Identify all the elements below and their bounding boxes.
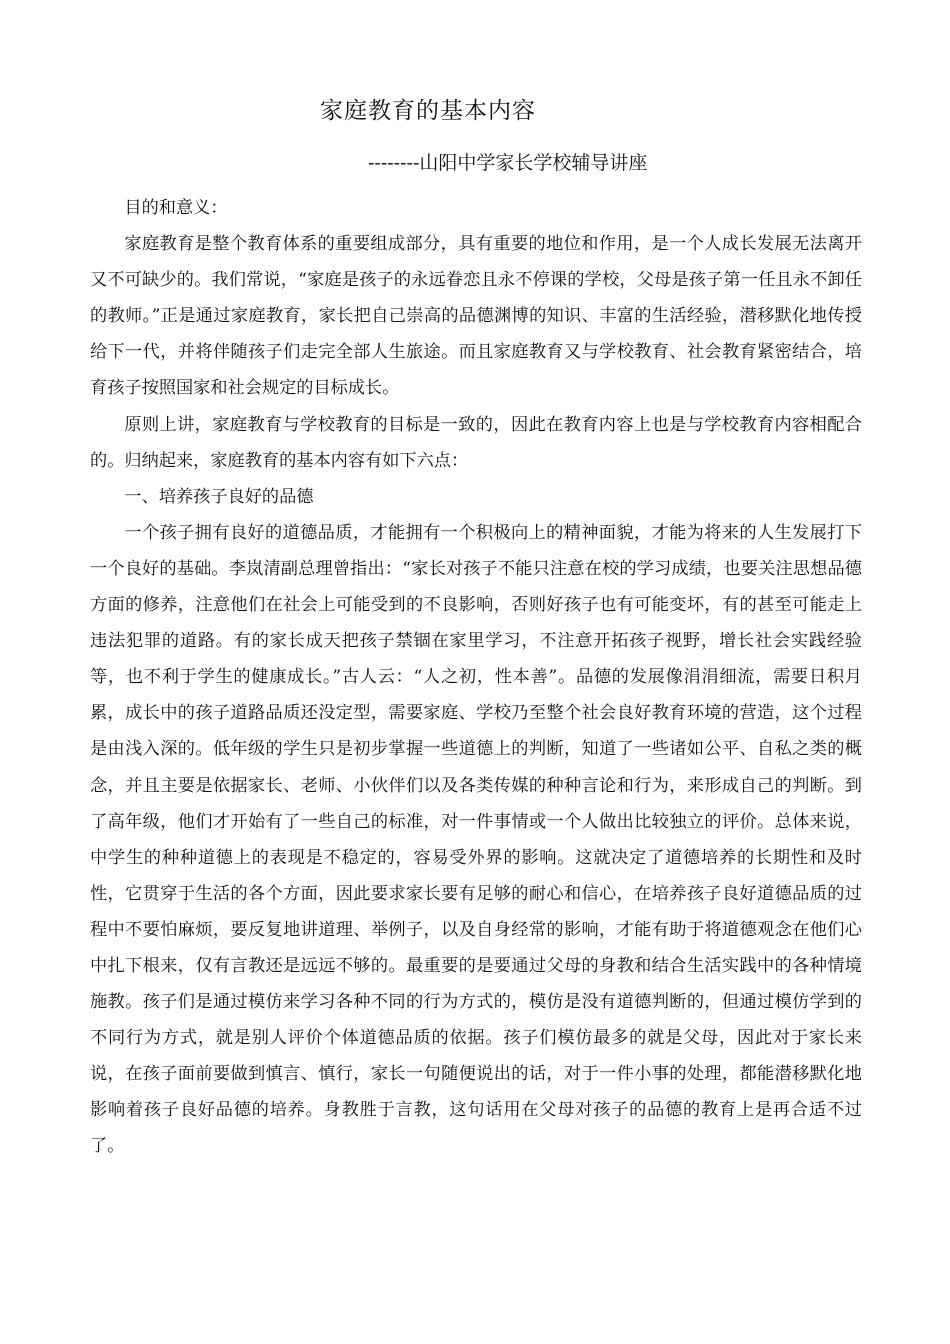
- document-subtitle: --------山阳中学家长学校辅导讲座: [368, 152, 648, 174]
- section-heading-moral-character: 一、培养孩子良好的品德: [124, 486, 314, 507]
- section-heading-purpose: 目的和意义：: [124, 198, 228, 218]
- paragraph-family-education-importance: 家庭教育是整个教育体系的重要组成部分，具有重要的地位和作用，是一个人成长发展无法离开又不可缺少的。我们常说，“家庭是孩子的永远眷恋且永不停课的学校，父母是孩子第一任且永不卸任的教师。”正是通过家庭教育，家长把自己崇高的品德渊博的知识、丰富的生活经验，潜移默化地传授给下一代，并将伴随孩子们走完全部人生旅途。而且家庭教育又与学校教育、社会教育紧密结合，培育孩子按照国家和社会规定的目标成长。: [90, 234, 862, 399]
- document-title: 家庭教育的基本内容: [320, 98, 536, 124]
- paragraph-principles: 原则上讲，家庭教育与学校教育的目标是一致的，因此在教育内容上也是与学校教育内容相配合的。归纳起来，家庭教育的基本内容有如下六点：: [90, 414, 862, 471]
- document-body: [90, 190, 862, 1165]
- paragraph-moral-character: 一个孩子拥有良好的道德品质，才能拥有一个积极向上的精神面貌，才能为将来的人生发展打下一个良好的基础。李岚清副总理曾指出：“家长对孩子不能只注意在校的学习成绩，也要关注思想品德方面的修养，注意他们在社会上可能受到的不良影响，否则好孩子也有可能变坏，有的甚至可能走上违法犯罪的道路。有的家长成天把孩子禁锢在家里学习，不注意开拓孩子视野，增长社会实践经验等，也不利于学生的健康成长。”古人云：“人之初，性本善”。品德的发展像涓涓细流，需要日积月累，成长中的孩子道路品质还没定型，需要家庭、学校乃至整个社会良好教育环境的营造，这个过程是由浅入深的。低年级的学生只是初步掌握一些道德上的判断，知道了一些诸如公平、自私之类的概念，并且主要是依据家长、老师、小伙伴们以及各类传媒的种种言论和行为，来形成自己的判断。到了高年级，他们才开始有了一些自己的标准，对一件事情或一个人做出比较独立的评价。总体来说，中学生的种种道德上的表现是不稳定的，容易受外界的影响。这就决定了道德培养的长期性和及时性，它贯穿于生活的各个方面，因此要求家长要有足够的耐心和信心，在培养孩子良好道德品质的过程中不要怕麻烦，要反复地讲道理、举例子，以及自身经常的影响，才能有助于将道德观念在他们心中扎下根来，仅有言教还是远远不够的。最重要的是要通过父母的身教和结合生活实践中的各种情境施教。孩子们是通过模仿来学习各种不同的行为方式的，模仿是没有道德判断的，但通过模仿学到的不同行为方式，就是别人评价个体道德品质的依据。孩子们模仿最多的就是父母，因此对于家长来说，在孩子面前要做到慎言、慎行，家长一句随便说出的话，对于一件小事的处理，都能潜移默化地影响着孩子良好品德的培养。身教胜于言教，这句话用在父母对孩子的品德的教育上是再合适不过了。: [90, 522, 862, 1157]
